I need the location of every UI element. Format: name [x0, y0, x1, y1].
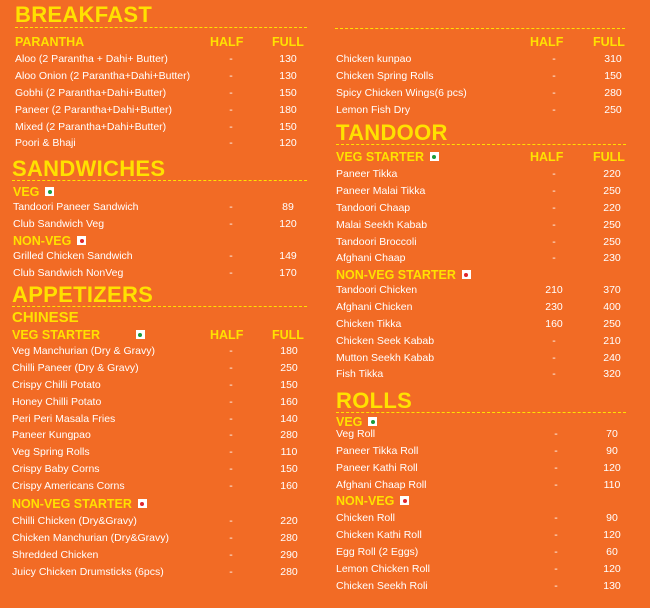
menu-item-name: Lemon Chicken Roll: [336, 562, 430, 575]
menu-item-name: Crispy Chilli Potato: [12, 378, 101, 391]
menu-item-half-price: -: [552, 86, 556, 99]
menu-item-half-price: -: [554, 428, 558, 440]
appetizers-divider: [12, 306, 307, 307]
menu-item-half-price: -: [554, 562, 558, 575]
menu-item-full-price: 120: [603, 528, 621, 541]
menu-item-name: Poori & Bhaji: [15, 137, 76, 150]
nonveg-symbol-icon: [462, 270, 471, 279]
half-column-label: HALF: [530, 150, 564, 164]
menu-item-name: Crispy Baby Corns: [12, 463, 100, 476]
menu-item-full-price: 310: [604, 53, 622, 65]
menu-item-row: [15, 135, 315, 152]
menu-item-name: Spicy Chicken Wings(6 pcs): [336, 86, 467, 99]
menu-item-name: Aloo (2 Parantha + Dahi+ Butter): [15, 53, 168, 65]
menu-item-row: [12, 513, 312, 530]
menu-item-row: [15, 119, 315, 136]
menu-item-name: Grilled Chicken Sandwich: [13, 250, 133, 262]
menu-item-full-price: 250: [604, 103, 622, 116]
menu-item-half-price: -: [229, 217, 233, 230]
menu-item-row: [12, 444, 312, 461]
tandoor-veg-list: [336, 166, 646, 267]
menu-item-row: [12, 427, 312, 444]
nonveg-starter-text: NON-VEG STARTER: [12, 497, 132, 511]
menu-item-row: [336, 350, 646, 367]
menu-item-name: Chilli Paneer (Dry & Gravy): [12, 361, 139, 374]
sandwich-nonveg-label: [13, 234, 86, 249]
menu-item-full-price: 110: [280, 446, 298, 459]
menu-item-name: Aloo Onion (2 Parantha+Dahi+Butter): [15, 69, 191, 82]
menu-item-row: [12, 461, 312, 478]
menu-item-full-price: 130: [279, 69, 297, 82]
menu-item-row: [12, 547, 312, 564]
nonveg-symbol-icon: [138, 499, 147, 508]
menu-item-half-price: -: [229, 103, 233, 116]
menu-item-name: Paneer Tikka Roll: [336, 444, 419, 457]
menu-item-half-price: -: [554, 545, 558, 558]
menu-item-row: [336, 443, 646, 460]
menu-item-full-price: 180: [280, 345, 298, 357]
menu-item-half-price: -: [229, 69, 233, 82]
menu-item-name: Chicken Tikka: [336, 317, 402, 330]
rolls-nonveg-list: [336, 510, 646, 594]
veg-label-text: VEG: [13, 185, 40, 199]
menu-item-name: Paneer Kungpao: [12, 429, 91, 442]
menu-item-half-price: 210: [545, 284, 563, 296]
menu-item-full-price: 70: [606, 428, 618, 440]
menu-item-name: Paneer (2 Parantha+Dahi+Butter): [15, 103, 173, 116]
menu-item-name: Fish Tikka: [336, 368, 384, 381]
menu-item-row: [336, 85, 646, 102]
menu-item-name: Chicken Roll: [336, 512, 395, 524]
menu-item-row: [336, 234, 646, 251]
menu-item-half-price: -: [229, 120, 233, 133]
tandoor-veg-header: [336, 150, 646, 166]
menu-item-half-price: -: [229, 53, 233, 65]
menu-item-full-price: 160: [280, 480, 298, 493]
tandoor-title: TANDOOR: [336, 120, 448, 145]
tandoor-nonveg-list: [336, 282, 646, 383]
menu-item-half-price: -: [552, 218, 556, 231]
menu-item-name: Club Sandwich NonVeg: [13, 266, 124, 279]
menu-item-row: [12, 478, 312, 495]
menu-item-row: [13, 265, 313, 282]
veg-label-text: VEG: [336, 415, 363, 429]
menu-item-half-price: -: [229, 86, 233, 99]
menu-item-name: Shredded Chicken: [12, 548, 99, 561]
veg-symbol-icon: [430, 152, 439, 161]
menu-item-half-price: -: [552, 168, 556, 180]
tandoor-divider: [336, 144, 626, 145]
menu-item-name: Paneer Kathi Roll: [336, 461, 418, 474]
full-column-label: FULL: [593, 150, 625, 164]
nonveg-starter-text: NON-VEG STARTER: [336, 268, 456, 282]
menu-item-full-price: 370: [603, 284, 621, 296]
full-column-label: FULL: [272, 328, 304, 342]
menu-item-full-price: 290: [280, 548, 298, 561]
menu-item-name: Tandoori Broccoli: [336, 235, 417, 248]
menu-item-row: [336, 51, 646, 68]
menu-item-row: [336, 102, 646, 119]
menu-item-half-price: 160: [545, 317, 563, 330]
menu-item-full-price: 120: [603, 562, 621, 575]
menu-item-name: Afghani Chaap: [336, 252, 406, 265]
menu-item-name: Chicken kunpao: [336, 53, 412, 65]
menu-item-row: [336, 366, 646, 383]
menu-item-name: Paneer Tikka: [336, 168, 398, 180]
menu-item-half-price: -: [552, 53, 556, 65]
menu-item-name: Afghani Chicken: [336, 300, 413, 313]
menu-item-full-price: 150: [279, 86, 297, 99]
menu-item-row: [336, 578, 646, 595]
menu-item-half-price: -: [552, 184, 556, 197]
menu-item-row: [336, 561, 646, 578]
menu-item-half-price: -: [552, 201, 556, 214]
menu-item-full-price: 400: [603, 300, 621, 313]
rolls-veg-list: [336, 426, 646, 494]
menu-item-half-price: -: [229, 429, 233, 442]
nonveg-symbol-icon: [400, 496, 409, 505]
veg-starter-text: VEG STARTER: [336, 150, 424, 164]
menu-item-row: [12, 394, 312, 411]
half-column-label: HALF: [210, 35, 244, 49]
menu-item-name: Gobhi (2 Parantha+Dahi+Butter): [15, 86, 167, 99]
menu-item-full-price: 230: [603, 252, 621, 265]
veg-symbol-icon: [368, 417, 377, 426]
menu-item-full-price: 220: [280, 515, 298, 527]
menu-item-half-price: -: [554, 461, 558, 474]
menu-item-full-price: 150: [279, 120, 297, 133]
nonveg-label-text: NON-VEG: [336, 494, 395, 508]
chinese-subtitle: CHINESE: [12, 309, 79, 326]
menu-item-row: [336, 527, 646, 544]
parantha-subtitle: PARANTHA: [15, 35, 85, 49]
menu-item-full-price: 120: [279, 137, 297, 150]
menu-item-half-price: -: [229, 531, 233, 544]
menu-item-name: Chicken Seek Kabab: [336, 334, 435, 347]
menu-item-row: [336, 426, 646, 443]
menu-item-half-price: -: [229, 515, 233, 527]
right-top-header: [335, 35, 645, 51]
menu-item-name: Peri Peri Masala Fries: [12, 412, 116, 425]
menu-item-half-price: -: [554, 478, 558, 491]
appetizer-nonveg-list: [12, 513, 312, 581]
menu-item-row: [12, 343, 312, 360]
rolls-title: ROLLS: [336, 388, 413, 413]
sandwiches-divider: [12, 180, 307, 181]
full-column-label: FULL: [272, 35, 304, 49]
menu-item-name: Chicken Kathi Roll: [336, 528, 422, 541]
menu-item-name: Egg Roll (2 Eggs): [336, 545, 419, 558]
right-top-list: [336, 51, 646, 119]
half-column-label: HALF: [210, 328, 244, 342]
menu-item-half-price: -: [552, 235, 556, 248]
menu-item-full-price: 320: [603, 368, 621, 381]
menu-item-half-price: -: [554, 528, 558, 541]
menu-item-name: Tandoori Chicken: [336, 284, 418, 296]
menu-item-row: [336, 544, 646, 561]
menu-item-name: Afghani Chaap Roll: [336, 478, 427, 491]
rolls-nonveg-label: [336, 494, 409, 509]
menu-item-full-price: 220: [603, 168, 621, 180]
menu-item-full-price: 280: [604, 86, 622, 99]
menu-item-full-price: 150: [280, 463, 298, 476]
menu-item-row: [13, 216, 313, 233]
menu-item-full-price: 280: [280, 565, 298, 578]
menu-item-half-price: -: [229, 412, 233, 425]
breakfast-divider: [15, 27, 307, 28]
menu-item-name: Paneer Malai Tikka: [336, 184, 426, 197]
menu-item-half-price: -: [229, 548, 233, 561]
menu-item-half-price: -: [552, 351, 556, 364]
menu-item-full-price: 90: [606, 444, 618, 457]
menu-item-half-price: -: [554, 512, 558, 524]
menu-item-half-price: -: [552, 368, 556, 381]
nonveg-symbol-icon: [77, 236, 86, 245]
breakfast-list: [15, 51, 315, 152]
veg-symbol-icon: [45, 187, 54, 196]
menu-item-half-price: -: [229, 565, 233, 578]
menu-item-half-price: -: [552, 252, 556, 265]
menu-item-row: [15, 102, 315, 119]
menu-item-full-price: 150: [280, 378, 298, 391]
menu-item-half-price: -: [229, 463, 233, 476]
menu-item-half-price: -: [552, 69, 556, 82]
full-column-label: FULL: [593, 35, 625, 49]
half-column-label: HALF: [530, 35, 564, 49]
menu-item-name: Veg Spring Rolls: [12, 446, 90, 459]
sandwiches-title: SANDWICHES: [12, 156, 166, 181]
menu-item-name: Chicken Spring Rolls: [336, 69, 434, 82]
menu-item-half-price: -: [229, 201, 233, 213]
menu-item-full-price: 110: [603, 478, 621, 491]
menu-item-name: Mixed (2 Parantha+Dahi+Butter): [15, 120, 167, 133]
veg-starter-label: [12, 328, 145, 343]
menu-item-name: Mutton Seekh Kabab: [336, 351, 435, 364]
menu-item-name: Chicken Manchurian (Dry&Gravy): [12, 531, 169, 544]
menu-item-half-price: -: [229, 361, 233, 374]
menu-item-row: [336, 250, 646, 267]
menu-item-full-price: 210: [603, 334, 621, 347]
menu-item-row: [336, 477, 646, 494]
menu-item-name: Juicy Chicken Drumsticks (6pcs): [12, 565, 164, 578]
menu-item-row: [12, 530, 312, 547]
menu-item-half-price: -: [552, 334, 556, 347]
menu-item-full-price: 280: [280, 429, 298, 442]
appetizers-title: APPETIZERS: [12, 282, 154, 307]
menu-item-full-price: 240: [603, 351, 621, 364]
menu-item-full-price: 60: [606, 545, 618, 558]
menu-item-full-price: 90: [606, 512, 618, 524]
menu-item-row: [15, 68, 315, 85]
menu-item-full-price: 250: [280, 361, 298, 374]
menu-item-row: [336, 68, 646, 85]
breakfast-header: [15, 35, 315, 51]
menu-item-full-price: 250: [603, 235, 621, 248]
menu-item-half-price: -: [229, 395, 233, 408]
menu-item-name: Veg Manchurian (Dry & Gravy): [12, 345, 155, 357]
menu-item-row: [15, 51, 315, 68]
menu-item-half-price: -: [554, 444, 558, 457]
menu-item-row: [12, 564, 312, 581]
menu-item-row: [336, 299, 646, 316]
breakfast-title: BREAKFAST: [15, 2, 153, 27]
menu-item-row: [12, 411, 312, 428]
menu-item-name: Honey Chilli Potato: [12, 395, 102, 408]
menu-item-half-price: -: [229, 250, 233, 262]
menu-item-half-price: -: [229, 480, 233, 493]
menu-item-name: Crispy Americans Corns: [12, 480, 125, 493]
veg-symbol-icon: [136, 330, 145, 339]
menu-item-full-price: 120: [279, 217, 297, 230]
menu-item-full-price: 140: [280, 412, 298, 425]
menu-item-full-price: 130: [279, 53, 297, 65]
menu-item-full-price: 120: [603, 461, 621, 474]
menu-item-row: [336, 217, 646, 234]
menu-item-row: [336, 460, 646, 477]
menu-item-full-price: 170: [279, 266, 297, 279]
appetizer-nonveg-label: [12, 497, 147, 512]
menu-item-row: [13, 199, 313, 216]
menu-item-row: [336, 282, 646, 299]
menu-item-full-price: 250: [603, 317, 621, 330]
menu-item-row: [336, 200, 646, 217]
menu-item-name: Veg Roll: [336, 428, 376, 440]
appetizer-veg-list: [12, 343, 312, 495]
menu-item-name: Tandoori Paneer Sandwich: [13, 201, 139, 213]
menu-item-name: Tandoori Chaap: [336, 201, 411, 214]
menu-item-row: [12, 360, 312, 377]
sandwich-veg-label: [13, 185, 54, 200]
menu-item-full-price: 250: [603, 218, 621, 231]
appetizer-veg-header: [12, 328, 312, 344]
menu-item-full-price: 149: [279, 250, 297, 262]
menu-item-half-price: -: [229, 446, 233, 459]
tandoor-nonveg-label: [336, 268, 471, 283]
menu-item-row: [336, 166, 646, 183]
menu-item-full-price: 89: [282, 201, 294, 213]
menu-item-full-price: 220: [603, 201, 621, 214]
menu-item-full-price: 160: [280, 395, 298, 408]
right-top-divider: [335, 28, 625, 29]
menu-item-row: [336, 333, 646, 350]
veg-starter-text: VEG STARTER: [12, 328, 100, 342]
menu-item-full-price: 130: [603, 579, 621, 592]
menu-item-half-price: -: [229, 137, 233, 150]
nonveg-label-text: NON-VEG: [13, 234, 72, 248]
menu-item-row: [336, 510, 646, 527]
menu-item-row: [336, 316, 646, 333]
menu-item-half-price: -: [552, 103, 556, 116]
menu-item-half-price: -: [554, 579, 558, 592]
menu-item-name: Lemon Fish Dry: [336, 103, 411, 116]
menu-item-full-price: 280: [280, 531, 298, 544]
menu-item-full-price: 250: [603, 184, 621, 197]
menu-item-name: Chilli Chicken (Dry&Gravy): [12, 515, 137, 527]
menu-item-row: [336, 183, 646, 200]
sandwich-nonveg-list: [13, 248, 313, 282]
veg-starter-label: [336, 150, 439, 165]
menu-item-row: [12, 377, 312, 394]
menu-item-half-price: 230: [545, 300, 563, 313]
menu-item-half-price: -: [229, 266, 233, 279]
menu-item-full-price: 150: [604, 69, 622, 82]
menu-item-name: Chicken Seekh Roli: [336, 579, 428, 592]
menu-item-name: Club Sandwich Veg: [13, 217, 105, 230]
menu-item-half-price: -: [229, 345, 233, 357]
menu-item-row: [15, 85, 315, 102]
sandwich-veg-list: [13, 199, 313, 233]
menu-item-full-price: 180: [279, 103, 297, 116]
menu-item-name: Malai Seekh Kabab: [336, 218, 428, 231]
rolls-divider: [336, 412, 626, 413]
menu-item-half-price: -: [229, 378, 233, 391]
menu-item-row: [13, 248, 313, 265]
